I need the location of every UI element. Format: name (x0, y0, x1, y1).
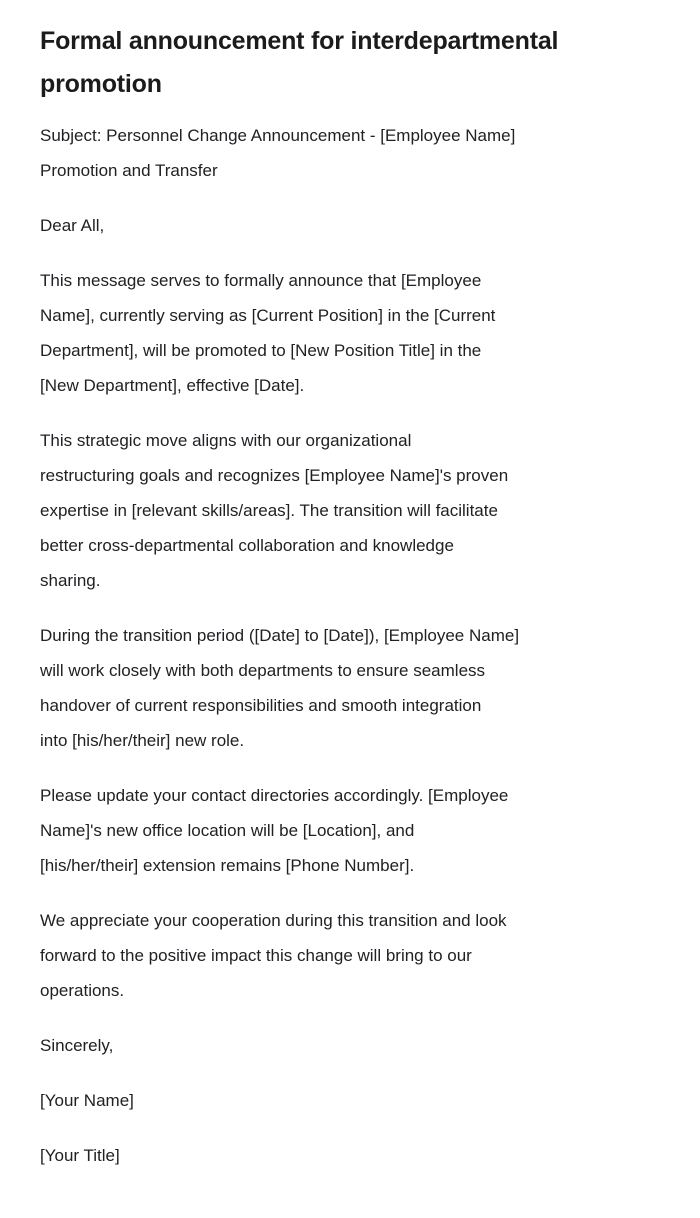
text-line: We appreciate your cooperation during this transition and look (40, 911, 507, 930)
text-line: Department], will be promoted to [New Position Title] in the (40, 341, 482, 360)
text-line: This strategic move aligns with our organizational (40, 431, 412, 450)
text-line: This message serves to formally announce that [Employee (40, 271, 482, 290)
text-line: will work closely with both departments to ensure seamless (40, 661, 486, 680)
page-title-line: Formal announcement for interdepartmental (40, 27, 559, 55)
text-line: Promotion and Transfer (40, 161, 218, 180)
text-line: handover of current responsibilities and smooth integration (40, 696, 482, 715)
text-line: restructuring goals and recognizes [Employee Name]'s proven (40, 466, 509, 485)
paragraph-salutation (40, 208, 660, 243)
text-line: Dear All, (40, 216, 105, 235)
page-title (40, 20, 660, 106)
text-line: During the transition period ([Date] to [Date]), [Employee Name] (40, 626, 520, 645)
text-line: expertise in [relevant skills/areas]. The transition will facilitate (40, 501, 498, 520)
text-line: Name], currently serving as [Current Position] in the [Current (40, 306, 496, 325)
text-line: Sincerely, (40, 1036, 114, 1055)
text-line: Please update your contact directories accordingly. [Employee (40, 786, 509, 805)
paragraph-announcement (40, 263, 660, 403)
paragraph-subject-line (40, 118, 660, 188)
text-line: into [his/her/their] new role. (40, 731, 245, 750)
paragraph-transition-period (40, 618, 660, 758)
text-line: forward to the positive impact this change will bring to our (40, 946, 472, 965)
paragraph-appreciation (40, 903, 660, 1008)
text-line: operations. (40, 981, 125, 1000)
text-line: sharing. (40, 571, 101, 590)
signature-title (40, 1138, 660, 1173)
text-line: [Your Title] (40, 1146, 120, 1165)
text-line: better cross-departmental collaboration and knowledge (40, 536, 454, 555)
text-line: [New Department], effective [Date]. (40, 376, 305, 395)
text-line: Subject: Personnel Change Announcement - [Employee Name] (40, 126, 516, 145)
text-line: [his/her/their] extension remains [Phone Number]. (40, 856, 415, 875)
paragraph-contact-update (40, 778, 660, 883)
page-title-line: promotion (40, 70, 162, 98)
paragraph-rationale (40, 423, 660, 598)
text-line: Name]'s new office location will be [Location], and (40, 821, 415, 840)
signature-name (40, 1083, 660, 1118)
paragraph-closing (40, 1028, 660, 1063)
text-line: [Your Name] (40, 1091, 134, 1110)
